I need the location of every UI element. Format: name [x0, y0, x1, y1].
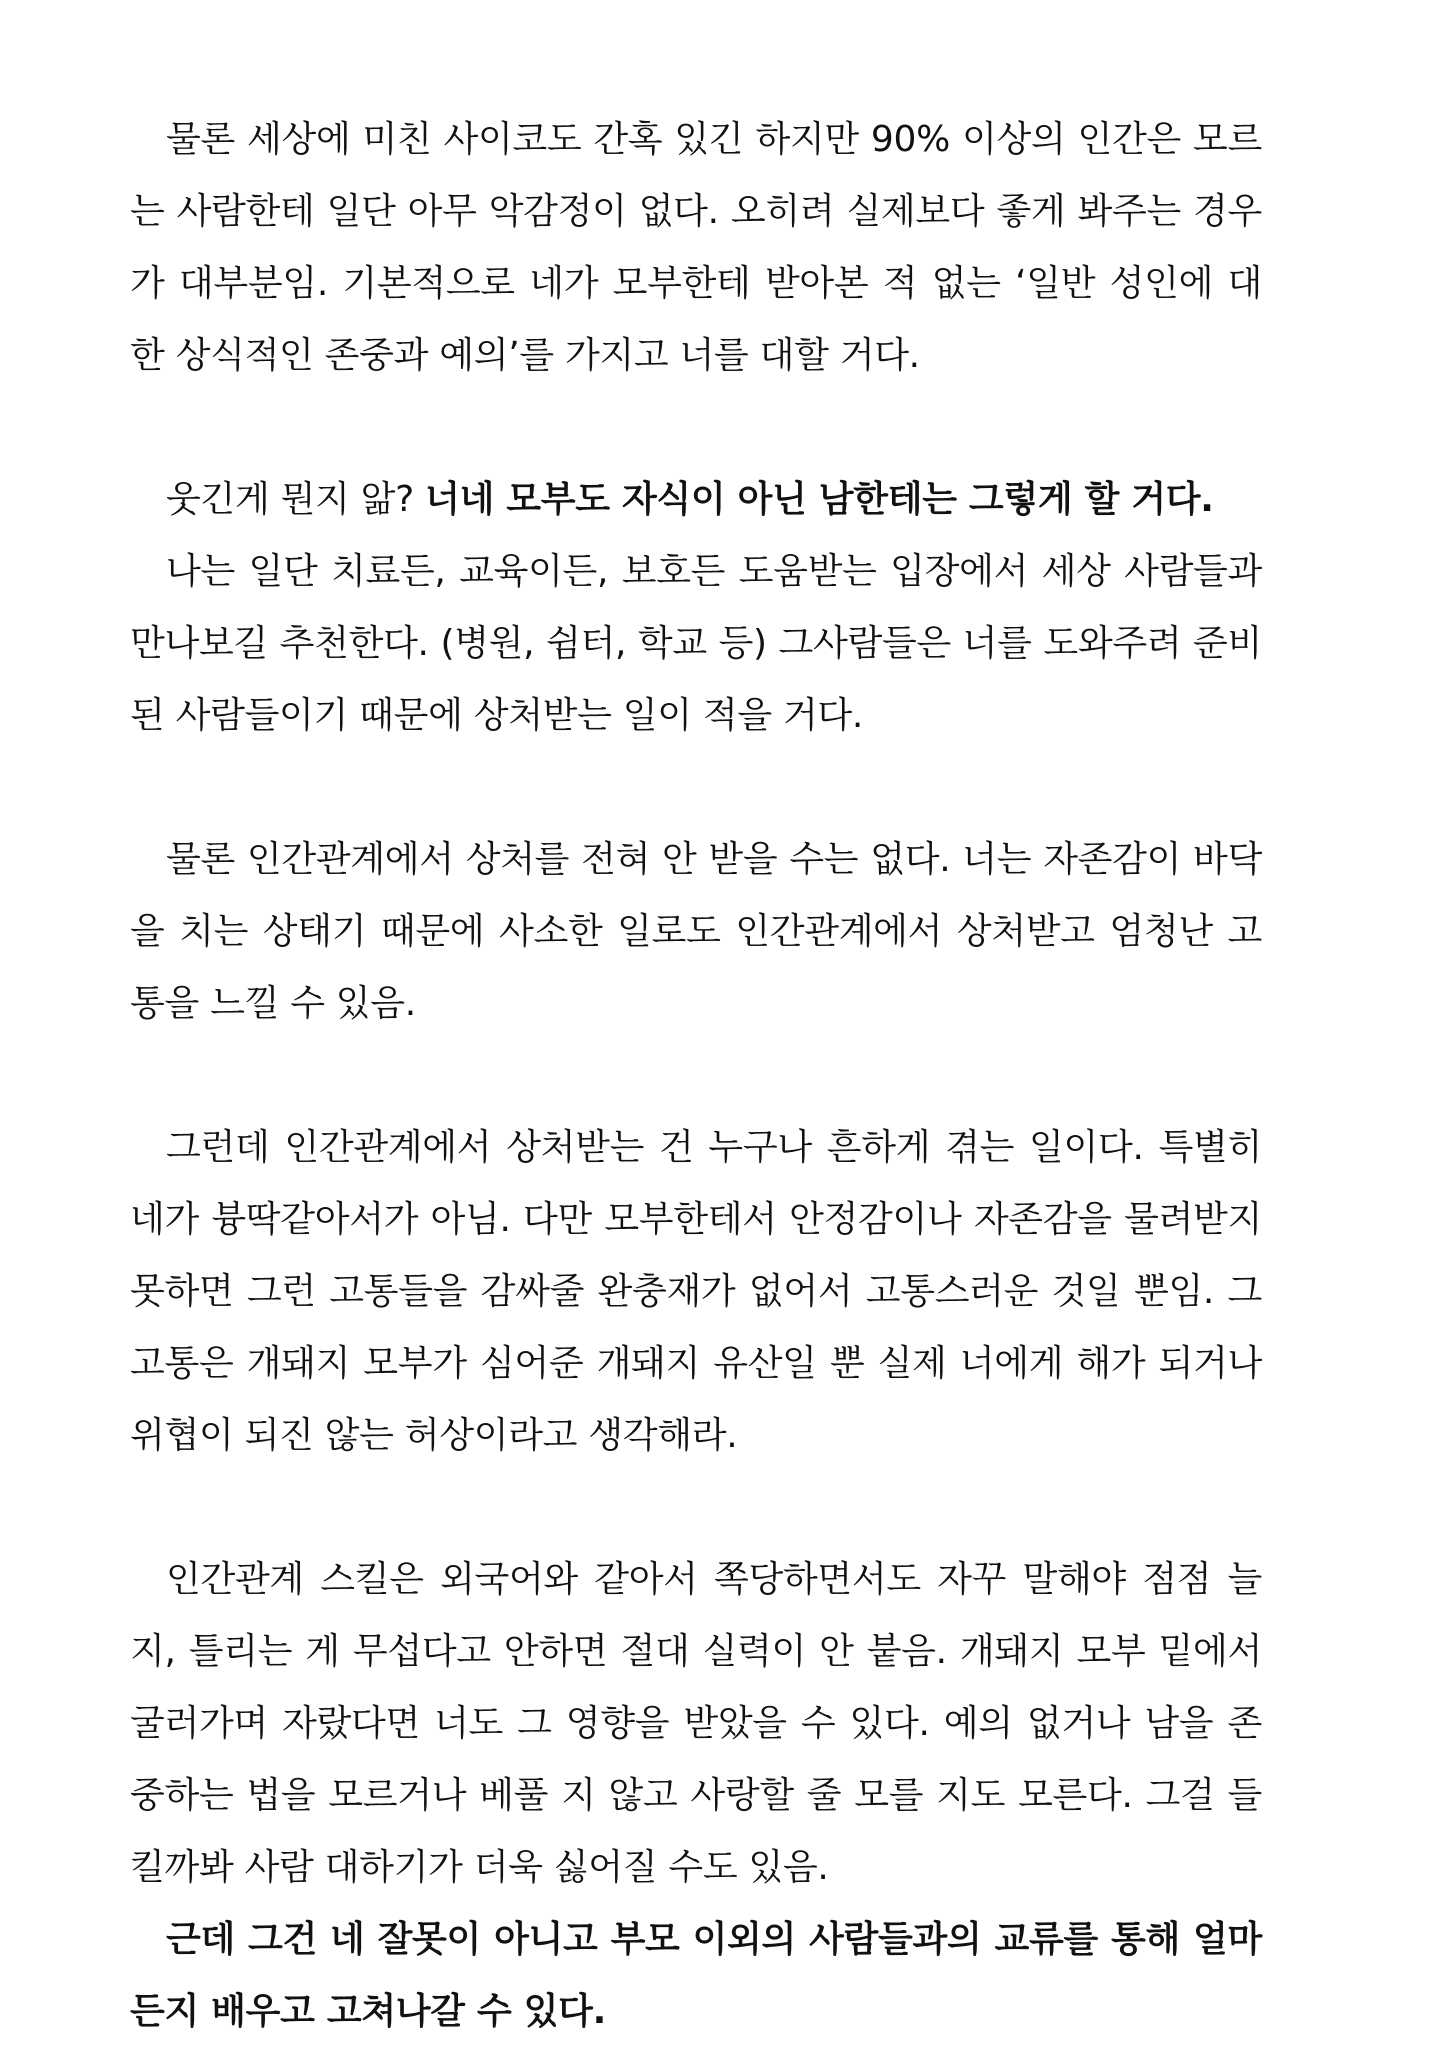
paragraph-7: 근데 그건 네 잘못이 아니고 부모 이외의 사람들과의 교류를 통해 얼마든지 배우고 고쳐나갈 수 있다. — [130, 1919, 1262, 2032]
paragraph-2-bold: 너네 모부도 자식이 아닌 남한테는 그렇게 할 거다. — [425, 479, 1214, 520]
paragraph-2-plain: 웃긴게 뭔지 앎? — [166, 479, 426, 520]
paragraph-6: 인간관계 스킬은 외국어와 같아서 쪽당하면서도 자꾸 말해야 점점 늘지, 틀리는 게 무섭다고 안하면 절대 실력이 안 붙음. 개돼지 모부 밑에서 굴러가며 자랐다면 너도 그 영향을 받았을 수 있다. 예의 없거나 남을 존중하는 법을 모르거나 베풀 지 않고 사랑할 줄 모를 지도 모른다. 그걸 들킬까봐 사람 대하기가 더욱 싫어질 수도 있음. — [130, 1559, 1262, 1888]
paragraph-5: 그런데 인간관계에서 상처받는 건 누구나 흔하게 겪는 일이다. 특별히 네가 븅딱같아서가 아님. 다만 모부한테서 안정감이나 자존감을 물려받지 못하면 그런 고통들을 감싸줄 완충재가 없어서 고통스러운 것일 뿐임. 그 고통은 개돼지 모부가 심어준 개돼지 유산일 뿐 실제 너에게 해가 되거나 위협이 되진 않는 허상이라고 생각해라. — [130, 1127, 1262, 1456]
paragraph-3: 나는 일단 치료든, 교육이든, 보호든 도움받는 입장에서 세상 사람들과 만나보길 추천한다. (병원, 쉼터, 학교 등) 그사람들은 너를 도와주려 준비된 사람들이기 때문에 상처받는 일이 적을 거다. — [130, 551, 1262, 736]
paragraph-4: 물론 인간관계에서 상처를 전혀 안 받을 수는 없다. 너는 자존감이 바닥을 치는 상태기 때문에 사소한 일로도 인간관계에서 상처받고 엄청난 고통을 느낄 수 있음. — [130, 839, 1262, 1024]
paragraph-2 — [130, 464, 1262, 536]
paragraph-1: 물론 세상에 미친 사이코도 간혹 있긴 하지만 90% 이상의 인간은 모르는 사람한테 일단 아무 악감정이 없다. 오히려 실제보다 좋게 봐주는 경우가 대부분임. 기본적으로 네가 모부한테 받아본 적 없는 ‘일반 성인에 대한 상식적인 존중과 예의’를 가지고 너를 대할 거다. — [130, 119, 1262, 376]
document-body — [130, 104, 1262, 2048]
